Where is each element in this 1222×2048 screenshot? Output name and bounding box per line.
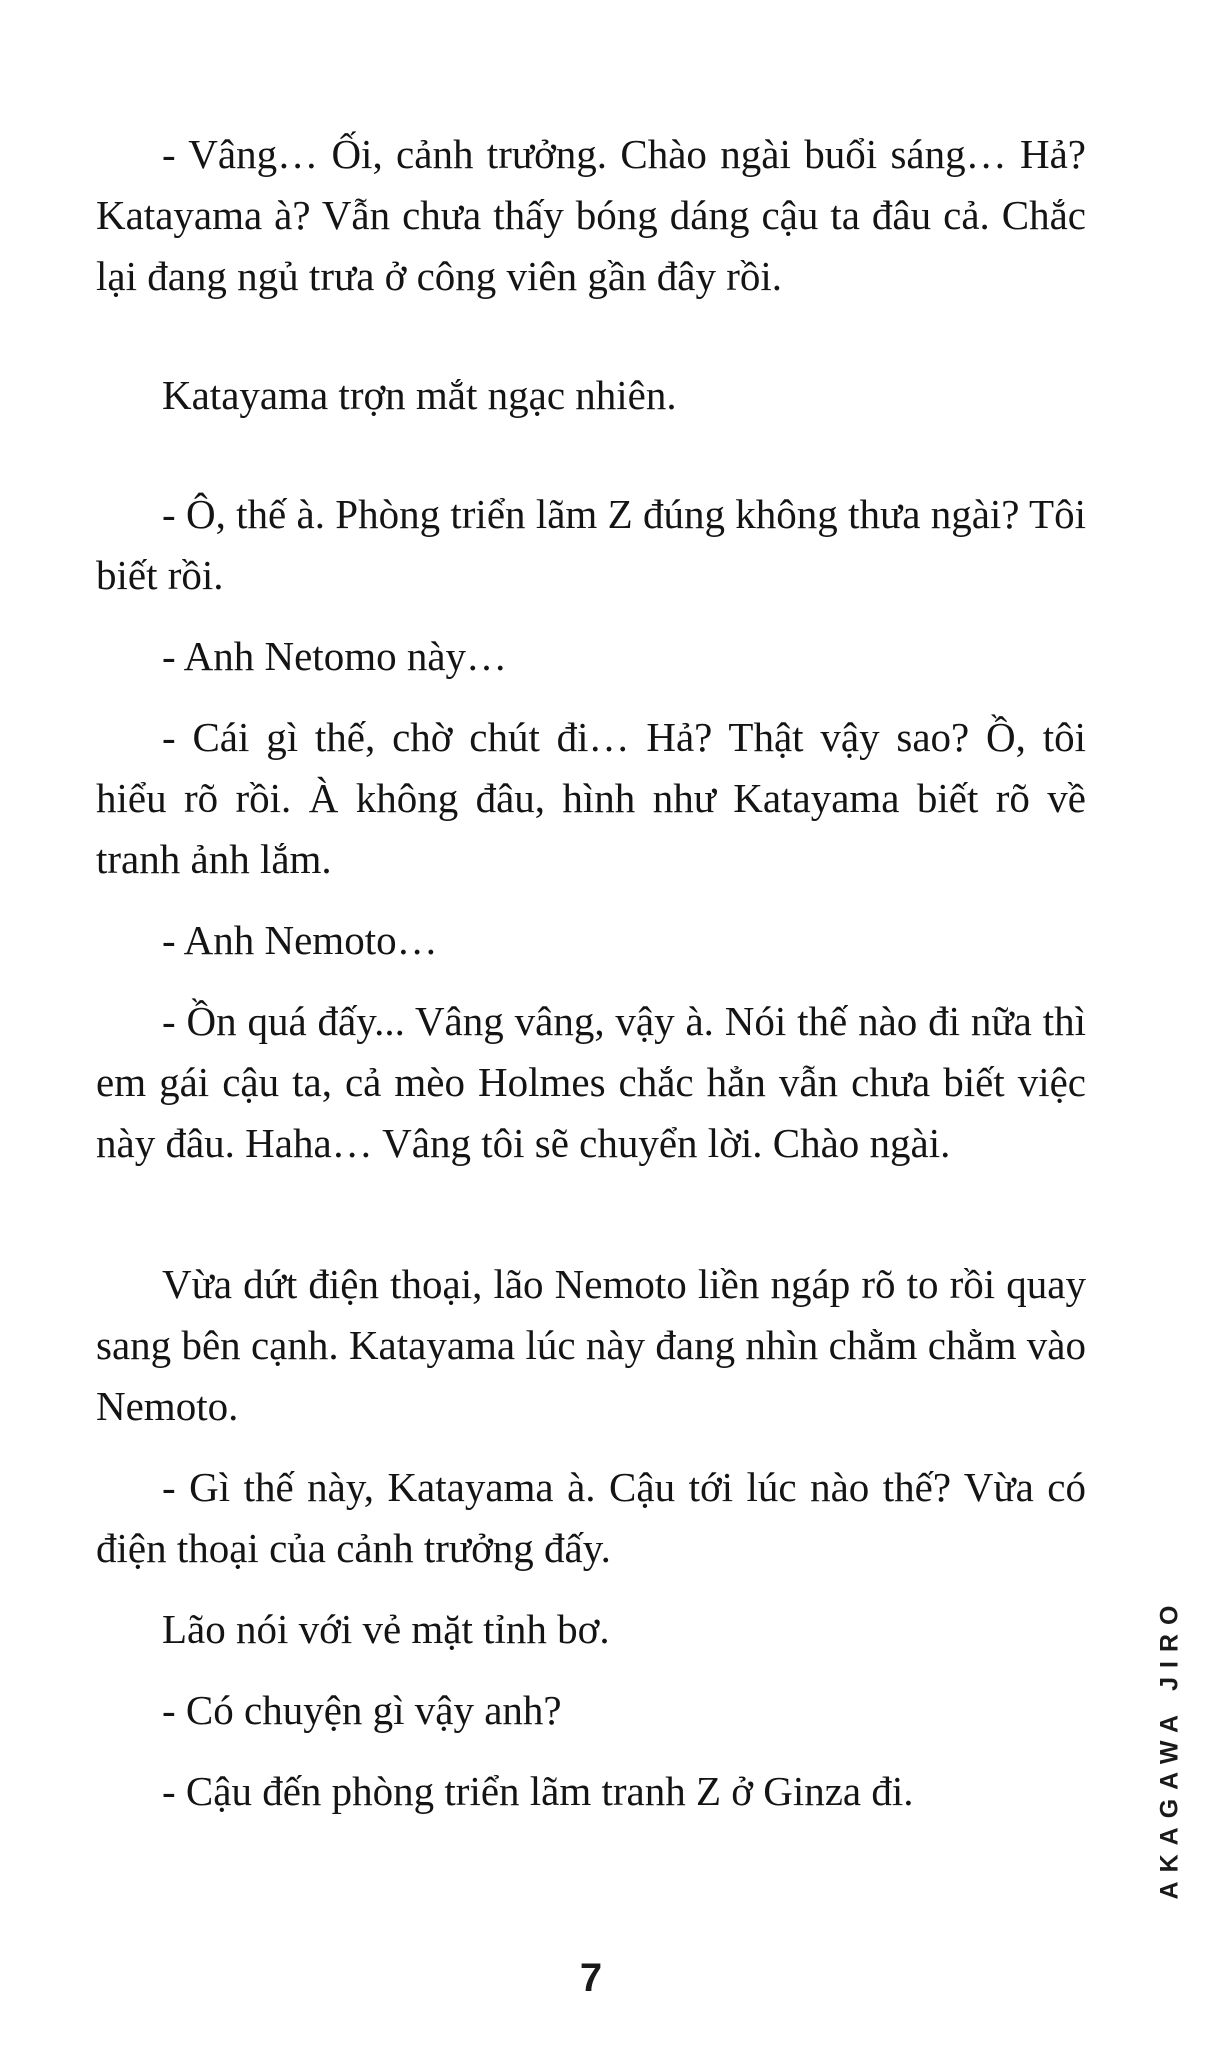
page-number: 7	[579, 1956, 603, 2000]
paragraph: - Cậu đến phòng triển lãm tranh Z ở Ginza đi.	[162, 1768, 914, 1814]
paragraph: Lão nói với vẻ mặt tỉnh bơ.	[162, 1606, 610, 1652]
paragraph: - Ô, thế à. Phòng triển lãm Z đúng không thưa ngài? Tôi biết rồi.	[96, 491, 1086, 598]
paragraph: - Anh Netomo này…	[162, 633, 508, 679]
paragraph: - Vâng… Ối, cảnh trưởng. Chào ngài buổi sáng… Hả? Katayama à? Vẫn chưa thấy bóng dáng cậu ta đâu cả. Chắc lại đang ngủ trưa ở công viên gần đây rồi.	[96, 131, 1086, 299]
author-name: AKAGAWA JIRO	[1155, 1596, 1184, 1900]
author-side-label	[1150, 1568, 1190, 1928]
paragraph: Vừa dứt điện thoại, lão Nemoto liền ngáp rõ to rồi quay sang bên cạnh. Katayama lúc này đang nhìn chằm chằm vào Nemoto.	[96, 1261, 1086, 1429]
paragraph: - Anh Nemoto…	[162, 917, 438, 963]
paragraph: - Ồn quá đấy... Vâng vâng, vậy à. Nói thế nào đi nữa thì em gái cậu ta, cả mèo Holmes chắc hẳn vẫn chưa biết việc này đâu. Haha… Vâng tôi sẽ chuyển lời. Chào ngài.	[96, 998, 1086, 1166]
body-text	[96, 124, 1086, 1822]
paragraph: - Gì thế này, Katayama à. Cậu tới lúc nào thế? Vừa có điện thoại của cảnh trưởng đấy.	[96, 1464, 1086, 1571]
paragraph: - Cái gì thế, chờ chút đi… Hả? Thật vậy sao? Ồ, tôi hiểu rõ rồi. À không đâu, hình như Katayama biết rõ về tranh ảnh lắm.	[96, 714, 1086, 882]
paragraph: - Có chuyện gì vậy anh?	[162, 1687, 562, 1733]
paragraph: Katayama trợn mắt ngạc nhiên.	[162, 372, 677, 418]
